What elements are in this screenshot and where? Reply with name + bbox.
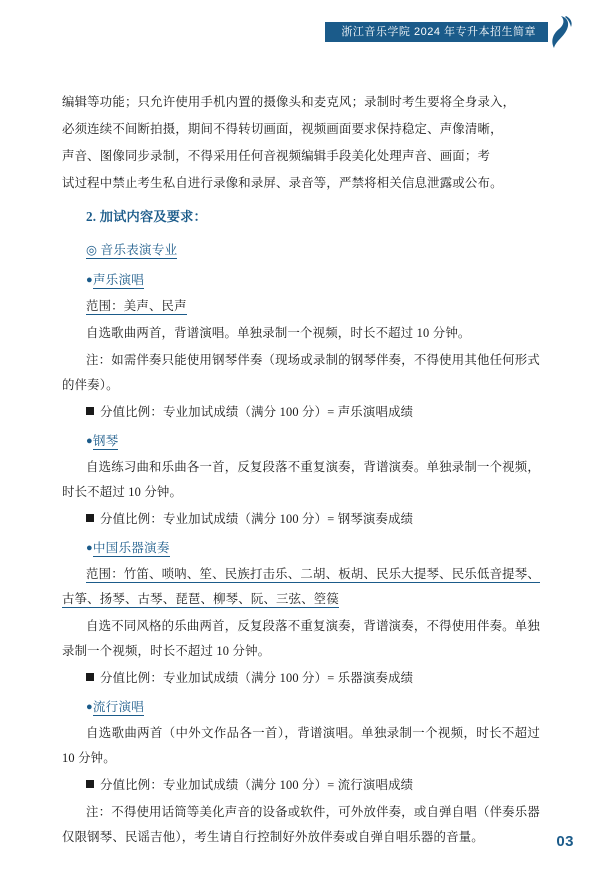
- bullet-dot-icon: ●: [86, 435, 93, 447]
- note-paragraph: 注：如需伴奏只能使用钢琴伴奏（现场或录制的钢琴伴奏，不得使用其他任何形式的伴奏）。: [62, 353, 540, 392]
- paragraph-line: 编辑等功能；只允许使用手机内置的摄像头和麦克风；录制时考生要将全身录入，: [62, 95, 516, 109]
- score-paragraph: [62, 666, 540, 691]
- final-note-paragraph: 注：不得使用话筒等美化声音的设备或软件，可外放伴奏，或自弹自唱（伴奏乐器仅限钢琴、民谣吉他），考生请自行控制好外放伴奏或自弹自唱乐器的音量。: [62, 805, 540, 844]
- range-line: [62, 294, 540, 319]
- score-text: 分值比例：专业加试成绩（满分 100 分）= 声乐演唱成绩: [100, 405, 414, 419]
- body-paragraph: 自选练习曲和乐曲各一首，反复段落不重复演奏，背谱演奏。单独录制一个视频，时长不超过 10 分钟。: [62, 460, 540, 499]
- range-text: 竹笛、唢呐、笙、民族打击乐、二胡、板胡、民乐大提琴、民乐低音提琴、古筝、扬琴、古琴、琵琶、柳琴、阮、三弦、箜篌: [62, 567, 540, 606]
- subsection-heading: [62, 266, 540, 294]
- music-note-logo-icon: [546, 14, 576, 50]
- score-paragraph: [62, 773, 540, 798]
- page-header: [0, 0, 600, 62]
- score-paragraph: [62, 400, 540, 425]
- score-text: 分值比例：专业加试成绩（满分 100 分）= 流行演唱成绩: [100, 778, 414, 792]
- major-heading: [62, 236, 540, 264]
- bullet-dot-icon: ●: [86, 701, 93, 713]
- subsection-heading-label: 中国乐器演奏: [92, 541, 170, 555]
- range-line: [62, 562, 540, 612]
- page-number: 03: [556, 833, 574, 850]
- range-label: 范围：: [86, 299, 124, 313]
- body-paragraph: 自选歌曲两首，背谱演唱。单独录制一个视频，时长不超过 10 分钟。: [86, 326, 471, 340]
- section-heading: 2. 加试内容及要求：: [86, 209, 207, 224]
- document-body: [62, 90, 540, 852]
- range-label: 范围：: [86, 567, 124, 581]
- square-bullet-icon: [86, 673, 94, 681]
- score-paragraph: [62, 507, 540, 532]
- subsection-heading: [62, 534, 540, 562]
- bullet-dot-icon: ●: [86, 274, 93, 286]
- subsection-heading-label: 钢琴: [92, 434, 119, 448]
- square-bullet-icon: [86, 407, 94, 415]
- paragraph-line: 试过程中禁止考生私自进行录像和录屏、录音等，严禁将相关信息泄露或公布。: [62, 176, 503, 190]
- subsection-heading: [62, 693, 540, 721]
- subsection-heading-label: 流行演唱: [92, 700, 145, 714]
- score-text: 分值比例：专业加试成绩（满分 100 分）= 钢琴演奏成绩: [100, 512, 414, 526]
- body-paragraph: 自选歌曲两首（中外文作品各一首），背谱演唱。单独录制一个视频，时长不超过 10 分钟。: [62, 726, 540, 765]
- subsection-heading-label: 声乐演唱: [92, 273, 145, 287]
- square-bullet-icon: [86, 780, 94, 788]
- header-banner: 浙江音乐学院 2024 年专升本招生简章: [325, 22, 548, 42]
- major-heading-label: ◎ 音乐表演专业: [86, 243, 178, 257]
- square-bullet-icon: [86, 514, 94, 522]
- range-text: 美声、民声: [123, 299, 187, 313]
- body-paragraph: 自选不同风格的乐曲两首，反复段落不重复演奏，背谱演奏，不得使用伴奏。单独录制一个视频，时长不超过 10 分钟。: [62, 619, 540, 658]
- score-text: 分值比例：专业加试成绩（满分 100 分）= 乐器演奏成绩: [100, 671, 414, 685]
- paragraph-line: 必须连续不间断拍摄，期间不得转切画面，视频画面要求保持稳定、声像清晰，: [62, 122, 503, 136]
- subsection-heading: [62, 427, 540, 455]
- paragraph-line: 声音、图像同步录制，不得采用任何音视频编辑手段美化处理声音、画面；考: [62, 149, 491, 163]
- bullet-dot-icon: ●: [86, 542, 93, 554]
